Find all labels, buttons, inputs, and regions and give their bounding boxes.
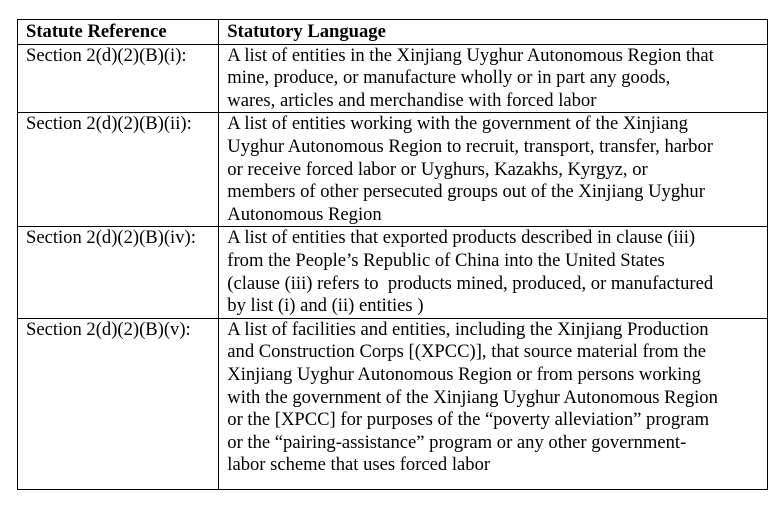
text-line: A list of entities working with the government of the Xinjiang bbox=[227, 113, 688, 135]
header-row bbox=[18, 20, 768, 45]
statutory-language-cell bbox=[219, 44, 768, 113]
table-row bbox=[18, 318, 768, 489]
text-line: or receive forced labor or Uyghurs, Kazakhs, Kyrgyz, or bbox=[227, 158, 648, 180]
statute-reference-cell: Section 2(d)(2)(B)(ii): bbox=[18, 113, 219, 227]
header-statutory-language: Statutory Language bbox=[219, 20, 768, 45]
table-row bbox=[18, 44, 768, 113]
header-statute-reference: Statute Reference bbox=[18, 20, 219, 45]
statutory-language-cell bbox=[219, 113, 768, 227]
text-line: A list of facilities and entities, including the Xinjiang Production bbox=[227, 318, 709, 340]
text-line: or the [XPCC] for purposes of the “poverty alleviation” program bbox=[227, 409, 710, 431]
statute-reference-cell: Section 2(d)(2)(B)(i): bbox=[18, 44, 219, 113]
text-line: labor scheme that uses forced labor bbox=[227, 454, 491, 476]
statute-reference-cell: Section 2(d)(2)(B)(iv): bbox=[18, 227, 219, 318]
text-line: (clause (iii) refers to products mined, produced, or manufactured bbox=[227, 272, 714, 294]
text-line: from the People’s Republic of China into the United States bbox=[227, 249, 665, 271]
text-line: mine, produce, or manufacture wholly or in part any goods, bbox=[227, 67, 671, 89]
table-row bbox=[18, 227, 768, 318]
text-line: or the “pairing-assistance” program or any other government- bbox=[227, 431, 687, 453]
statute-table bbox=[17, 19, 768, 490]
text-line: A list of entities in the Xinjiang Uyghur Autonomous Region that bbox=[227, 44, 714, 66]
text-line: wares, articles and merchandise with forced labor bbox=[227, 89, 597, 111]
statutory-language-cell bbox=[219, 318, 768, 489]
statute-reference-cell: Section 2(d)(2)(B)(v): bbox=[18, 318, 219, 489]
text-line: Uyghur Autonomous Region to recruit, transport, transfer, harbor bbox=[227, 135, 713, 157]
text-line: Autonomous Region bbox=[227, 203, 382, 225]
text-line: Xinjiang Uyghur Autonomous Region or from persons working bbox=[227, 363, 701, 385]
text-line: and Construction Corps [(XPCC)], that source material from the bbox=[227, 341, 706, 363]
text-line: A list of entities that exported products described in clause (iii) bbox=[227, 227, 696, 249]
table-row bbox=[18, 113, 768, 227]
text-line: by list (i) and (ii) entities ) bbox=[227, 295, 424, 317]
text-line: with the government of the Xinjiang Uyghur Autonomous Region bbox=[227, 386, 718, 408]
text-line: members of other persecuted groups out of the Xinjiang Uyghur bbox=[227, 181, 705, 203]
statutory-language-cell bbox=[219, 227, 768, 318]
